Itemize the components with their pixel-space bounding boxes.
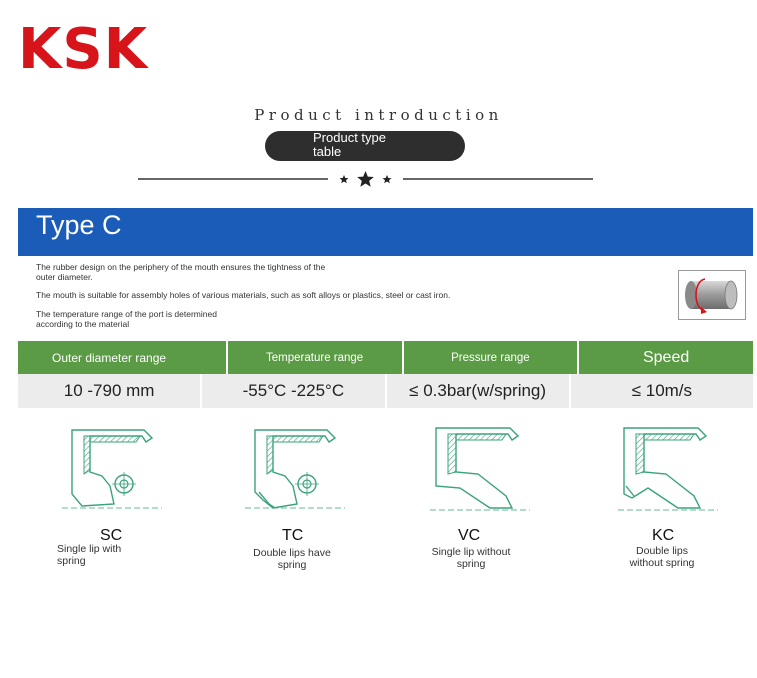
product-type-pill [265,131,465,161]
spec-value-temperature: -55°C -225°C [202,374,386,408]
product-type-label: Product type table [313,130,386,159]
seal-desc-vc: Single lip without spring [431,546,511,570]
brand-logo: KSK [18,17,149,82]
seal-desc-sc: Single lip with spring [57,543,122,567]
spec-header-outer-diameter: Outer diameter range [18,341,228,374]
seal-code-tc: TC [282,527,304,544]
spec-value-row [18,374,753,408]
seal-code-vc: VC [458,527,481,544]
seal-desc-kc: Double lips without spring [629,545,695,569]
description-line: The mouth is suitable for assembly holes of various materials, such as soft alloys or plastics, steel or cast iron. [36,290,451,300]
spec-value-pressure: ≤ 0.3bar(w/spring) [387,374,571,408]
description-line: The temperature range of the port is determined according to the material [36,309,217,329]
vc-seal-icon [430,422,530,514]
star-icon [357,171,374,187]
spec-header-row [18,341,753,374]
type-title: Type C [36,210,122,240]
seal-code-kc: KC [652,527,675,544]
spec-header-temperature: Temperature range [228,341,404,374]
kc-seal-icon [618,422,718,514]
seal-desc-tc: Double lips have spring [253,547,331,571]
spec-header-pressure: Pressure range [404,341,580,374]
shaft-rotation-icon [678,270,746,320]
type-banner [18,208,753,256]
seal-code-sc: SC [100,527,123,544]
spec-value-speed: ≤ 10m/s [631,381,693,400]
star-divider [138,170,593,190]
spec-value-outer-diameter: 10 -790 mm [18,374,202,408]
description-line: The rubber design on the periphery of the mouth ensures the tightness of the outer diameter. [36,262,326,282]
tc-seal-icon [245,422,345,514]
small-star-icon [340,175,349,183]
spec-header-speed: Speed [642,348,690,366]
sc-seal-icon [62,422,162,514]
section-title: Product introduction [254,106,503,124]
small-star-icon [383,175,392,183]
